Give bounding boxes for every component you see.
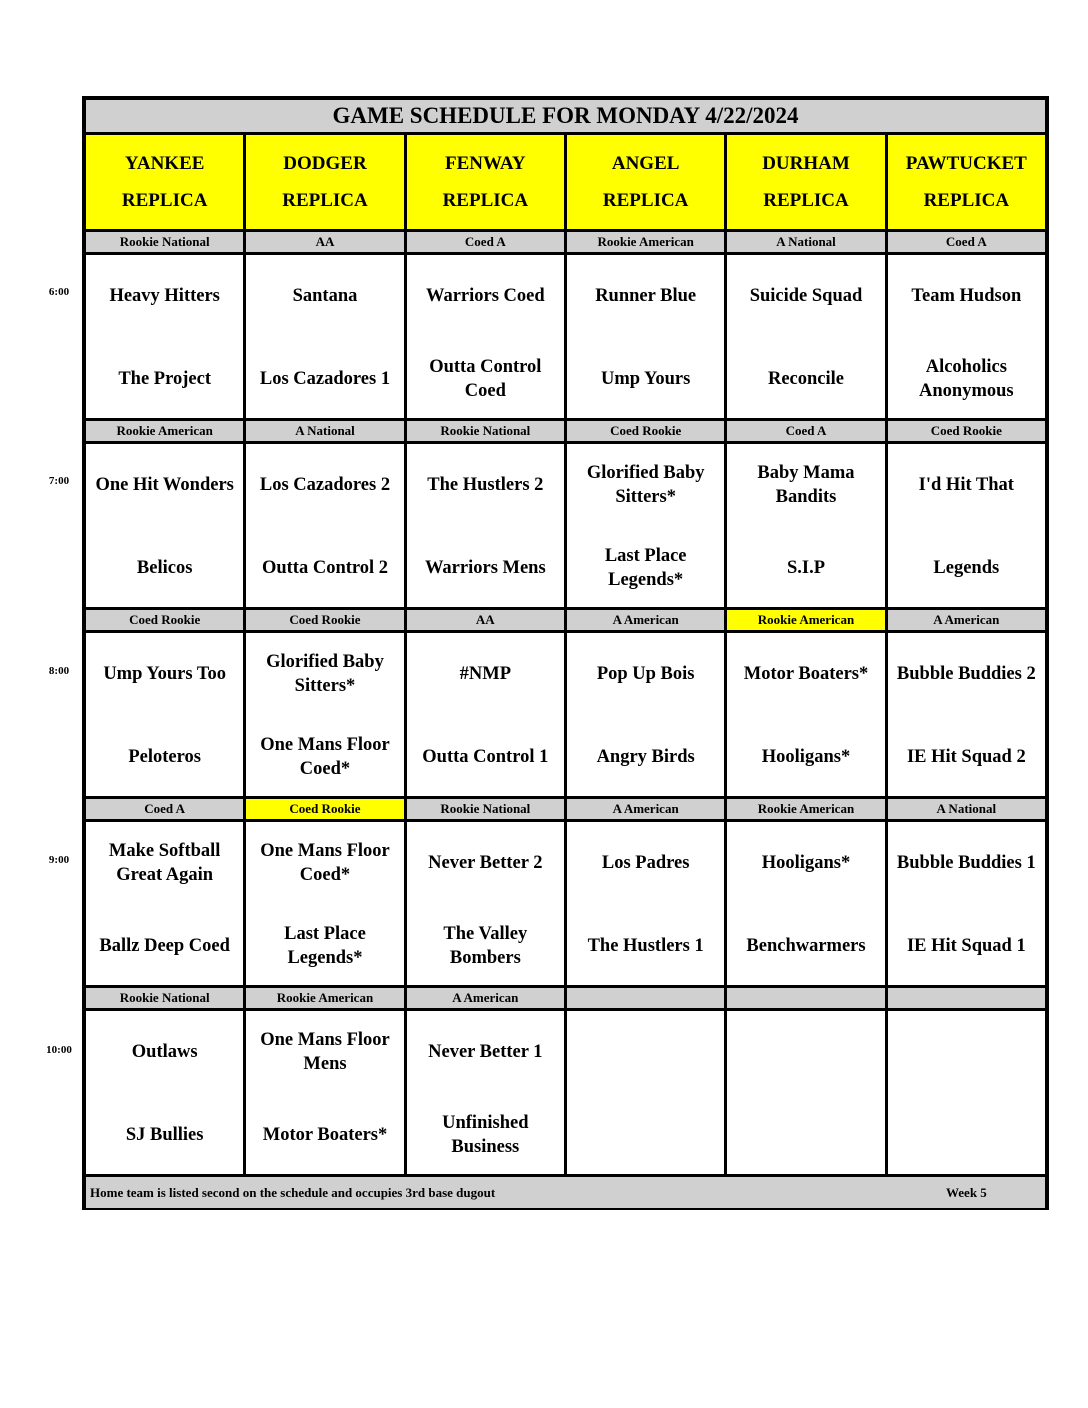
division-label [727,988,884,1008]
time-label: 8:00 [48,665,70,677]
field-name: DURHAM [762,153,850,174]
division-label: A American [567,610,724,630]
home-team: Last Place Legends* [284,924,366,968]
division-label: A American [888,610,1045,630]
division-label: Rookie American [86,421,243,441]
game-cell [86,633,243,796]
field-name: ANGEL [611,153,680,174]
home-team: The Valley Bombers [443,924,528,968]
time-label: 7:00 [48,475,70,487]
game-cell [888,633,1045,796]
home-team: Unfinished Business [442,1113,529,1157]
home-team: Ballz Deep Coed [99,936,230,956]
home-team: Legends [933,558,1000,578]
away-team: Pop Up Bois [596,664,695,684]
field-header [727,135,884,229]
game-cell [727,633,884,796]
home-team: Benchwarmers [746,936,866,956]
division-label: Coed A [727,421,884,441]
home-team: Warriors Mens [424,558,546,578]
division-label: Rookie National [86,988,243,1008]
division-label: Rookie National [407,799,564,819]
game-cell [888,1011,1045,1174]
home-team: Hooligans* [761,747,851,767]
game-cell [86,255,243,418]
away-team: Suicide Squad [749,286,863,306]
division-label: A American [567,799,724,819]
home-team: Ump Yours [601,369,691,389]
time-label: 10:00 [46,1044,72,1056]
division-label: Rookie American [246,988,403,1008]
away-team: Los Padres [601,853,690,873]
away-team: Glorified Baby Sitters* [266,652,384,696]
game-cell [246,255,403,418]
away-team: Glorified Baby Sitters* [586,463,705,507]
schedule-table [82,96,1049,1210]
away-team: Outlaws [131,1042,198,1062]
away-team: Los Cazadores 2 [259,475,391,495]
division-label: Coed A [86,799,243,819]
home-team: Peloteros [128,747,201,767]
game-cell [407,255,564,418]
division-label: AA [407,610,564,630]
schedule-grid [86,100,1045,1206]
away-team: Santana [292,286,358,306]
game-cell [567,1011,724,1174]
away-team: Heavy Hitters [109,286,220,306]
page-title: GAME SCHEDULE FOR MONDAY 4/22/2024 [86,100,1045,132]
game-cell [888,444,1045,607]
division-label: Coed A [888,232,1045,252]
division-label: Rookie National [407,421,564,441]
game-cell [567,255,724,418]
game-cell [246,1011,403,1174]
home-team: Outta Control 2 [261,558,389,578]
division-label: Coed A [407,232,564,252]
away-team: Motor Boaters* [743,664,869,684]
home-team: Reconcile [767,369,844,389]
home-team: Outta Control 1 [422,747,549,767]
week-label: Week 5 [946,1185,987,1200]
field-type: REPLICA [442,190,529,211]
away-team: Make Softball Great Again [108,841,221,885]
field-type: REPLICA [763,190,849,211]
field-name: YANKEE [124,153,205,174]
game-cell [86,444,243,607]
home-team: Angry Birds [596,747,695,767]
field-name: PAWTUCKET [905,153,1027,174]
field-header [407,135,564,229]
field-header [888,135,1045,229]
away-team: Warriors Coed [425,286,545,306]
game-cell [407,444,564,607]
home-team: Motor Boaters* [262,1125,388,1145]
away-team: Baby Mama Bandits [757,463,855,507]
game-cell [86,822,243,985]
home-team: The Project [118,369,211,389]
home-team: IE Hit Squad 2 [906,747,1026,767]
home-team: S.I.P [786,558,826,578]
division-label: Coed Rookie [567,421,724,441]
home-team: The Hustlers 1 [587,936,704,956]
game-cell [567,444,724,607]
division-label: A National [246,421,403,441]
game-cell [888,822,1045,985]
division-label: Coed Rookie [246,610,403,630]
footer-bar [86,1177,1045,1208]
game-cell [407,633,564,796]
game-cell [727,444,884,607]
division-label: A National [888,799,1045,819]
away-team: One Mans Floor Mens [260,1030,390,1074]
away-team: The Hustlers 2 [427,475,544,495]
away-team: Runner Blue [595,286,697,306]
away-team: #NMP [459,664,511,684]
away-team: Never Better 1 [428,1042,543,1062]
game-cell [407,822,564,985]
division-label: A National [727,232,884,252]
field-name: FENWAY [445,153,526,174]
home-team: One Mans Floor Coed* [260,735,390,779]
division-label: Rookie National [86,232,243,252]
home-team: Last Place Legends* [604,546,687,590]
division-label [888,988,1045,1008]
time-label: 9:00 [48,854,70,866]
division-label: Coed Rookie [246,799,403,819]
field-header [86,135,243,229]
game-cell [727,822,884,985]
game-cell [567,822,724,985]
division-label: Coed Rookie [888,421,1045,441]
home-team: Belicos [136,558,193,578]
division-label: Rookie American [727,610,884,630]
field-type: REPLICA [923,190,1010,211]
away-team: One Mans Floor Coed* [260,841,390,885]
division-label: A American [407,988,564,1008]
field-type: REPLICA [282,190,368,211]
away-team: I'd Hit That [918,475,1014,495]
game-cell [86,1011,243,1174]
field-header [246,135,403,229]
away-team: One Hit Wonders [95,475,234,495]
division-label [567,988,724,1008]
game-cell [246,822,403,985]
time-label: 6:00 [48,286,70,298]
division-label: AA [246,232,403,252]
game-cell [727,1011,884,1174]
field-type: REPLICA [121,190,208,211]
game-cell [246,444,403,607]
game-cell [246,633,403,796]
division-label: Rookie American [727,799,884,819]
home-team: Outta Control Coed [429,357,542,401]
field-header [567,135,724,229]
game-cell [727,255,884,418]
footer-note: Home team is listed second on the schedule and occupies 3rd base dugout [90,1185,496,1200]
away-team: Team Hudson [911,286,1022,306]
away-team: Bubble Buddies 2 [896,664,1036,684]
home-team: Alcoholics Anonymous [919,357,1014,401]
game-cell [888,255,1045,418]
home-team: Los Cazadores 1 [259,369,391,389]
game-cell [567,633,724,796]
division-label: Rookie American [567,232,724,252]
home-team: IE Hit Squad 1 [906,936,1026,956]
field-name: DODGER [283,153,367,174]
home-team: SJ Bullies [125,1125,204,1145]
game-cell [407,1011,564,1174]
field-type: REPLICA [602,190,689,211]
away-team: Hooligans* [761,853,851,873]
away-team: Bubble Buddies 1 [896,853,1036,873]
away-team: Never Better 2 [428,853,543,873]
away-team: Ump Yours Too [103,664,227,684]
division-label: Coed Rookie [86,610,243,630]
